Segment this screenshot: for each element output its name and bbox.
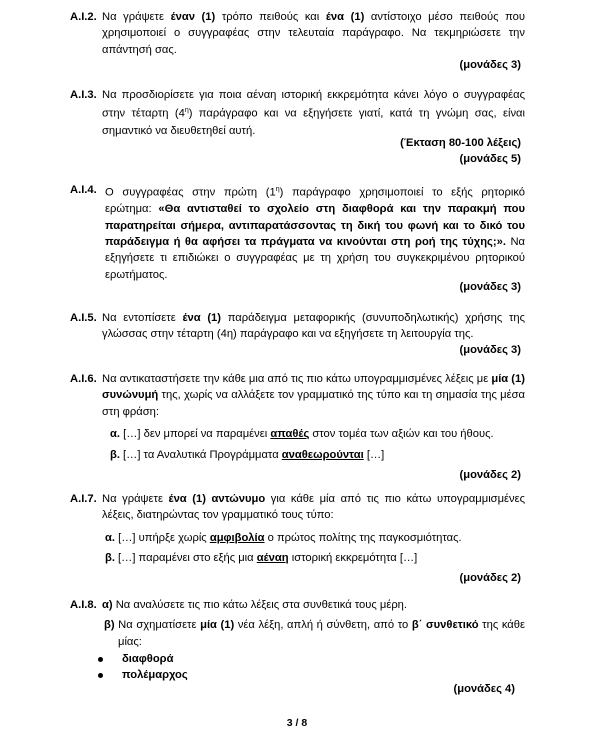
points-label: (μονάδες 3)	[459, 344, 521, 356]
points-label: (μονάδες 3)	[459, 59, 521, 71]
question-label: Α.Ι.7.	[70, 493, 97, 505]
question-label: Α.Ι.6.	[70, 373, 97, 385]
word-item: πολέμαρχος	[122, 667, 188, 683]
points-label: (μονάδες 5)	[459, 153, 521, 165]
points-label: (μονάδες 4)	[453, 683, 515, 695]
points-label: (μονάδες 2)	[459, 469, 521, 481]
question-label: Α.Ι.8.	[70, 599, 97, 611]
question-a-i-4	[70, 182, 525, 293]
extent-label: (Έκταση 80-100 λέξεις)	[400, 137, 521, 149]
points-label: (μονάδες 3)	[459, 281, 521, 293]
question-text: Να προσδιορίσετε για ποια αέναη ιστορική εκκρεμότητα κάνει λόγο ο συγγραφέας στην τέταρτη $(4^\eta)$ παράγραφο και να εξηγήσετε γιατί, κατά τη γνώμη σας, είναι σημαντικό να διευθετηθεί αυτή.	[102, 89, 525, 137]
question-a-i-8	[70, 597, 525, 695]
sub-item-b: β. […] τα Αναλυτικά Προγράμματα αναθεωρούνται […]	[110, 449, 385, 461]
question-text: Να γράψετε ένα (1) αντώνυμο για κάθε μία από τις πιο κάτω υπογραμμισμένες λέξεις, διατηρώντας τον γραμματικό τους τύπο:	[102, 493, 525, 522]
underlined-word: αέναη	[256, 552, 289, 564]
question-text-a: α) Να αναλύσετε τις πιο κάτω λέξεις στα συνθετικά τους μέρη.	[102, 599, 408, 611]
question-text: Να αντικαταστήσετε την κάθε μια από τις πιο κάτω υπογραμμισμένες λέξεις με μία (1) συνώνυμή της, χωρίς να αλλάξετε τον γραμματικό της τύπο και τη σημασία της μέσα στη φράση:	[102, 373, 525, 418]
question-a-i-3	[70, 87, 525, 165]
question-label: Α.Ι.5.	[70, 312, 97, 324]
question-label: Α.Ι.3.	[70, 89, 97, 101]
question-a-i-2	[70, 9, 525, 71]
sub-item-b: β. […] παραμένει στο εξής μια αέναη ιστορική εκκρεμότητα […]	[105, 552, 418, 564]
points-label: (μονάδες 2)	[459, 572, 521, 584]
question-label: Α.Ι.2.	[70, 11, 97, 23]
question-text-b: β) Να σχηματίσετε μία (1) νέα λέξη, απλή ή σύνθετη, από το β΄ συνθετικό της κάθε μίας:	[104, 619, 525, 648]
page-number: 3 / 8	[286, 717, 308, 729]
sub-item-a: α. […] υπήρξε χωρίς αμφιβολία ο πρώτος πολίτης της παγκοσμιότητας.	[105, 532, 462, 544]
sub-item-a: α. […] δεν μπορεί να παραμένει απαθές στον τομέα των αξιών και του ήθους.	[110, 428, 494, 440]
question-text: Να γράψετε έναν (1) τρόπο πειθούς και ένα (1) αντίστοιχο μέσο πειθούς που χρησιμοποιεί ο συγγραφέας στην τελευταία παράγραφο. Να τεκμηριώσετε την απάντησή σας.	[102, 11, 525, 56]
question-label: Α.Ι.4.	[70, 184, 97, 196]
word-item: διαφθορά	[122, 651, 173, 667]
question-text: Ο συγγραφέας στην πρώτη $(1^\eta)$ παράγραφο χρησιμοποιεί το εξής ρητορικό ερώτημα: «Θα αντισταθεί το σχολείο στη διαφθορά και την παρακμή που παρατηρείται σήμερα, αντιπαρατάσσοντας τη δική του φωνή και το δικό του παράδειγμα ή θα αφήσει τα πράγματα να κινούνται στη ροή της τύχης;». Να εξηγήσετε τι επιδιώκει ο συγγραφέας με τη χρήση του συγκεκριμένου ρητορικού ερωτήματος.	[105, 186, 525, 281]
underlined-word: αναθεωρούνται	[281, 449, 364, 461]
underlined-word: απαθές	[270, 428, 310, 440]
underlined-word: αμφιβολία	[209, 532, 265, 544]
question-a-i-7	[70, 491, 525, 584]
question-text: Να εντοπίσετε ένα (1) παράδειγμα μεταφορικής (συνυποδηλωτικής) χρήσης της γλώσσας στην τέταρτη (4η) παράγραφο και να εξηγήσετε τη λειτουργία της.	[102, 312, 525, 341]
question-a-i-5	[70, 310, 525, 356]
question-a-i-6	[70, 371, 525, 481]
